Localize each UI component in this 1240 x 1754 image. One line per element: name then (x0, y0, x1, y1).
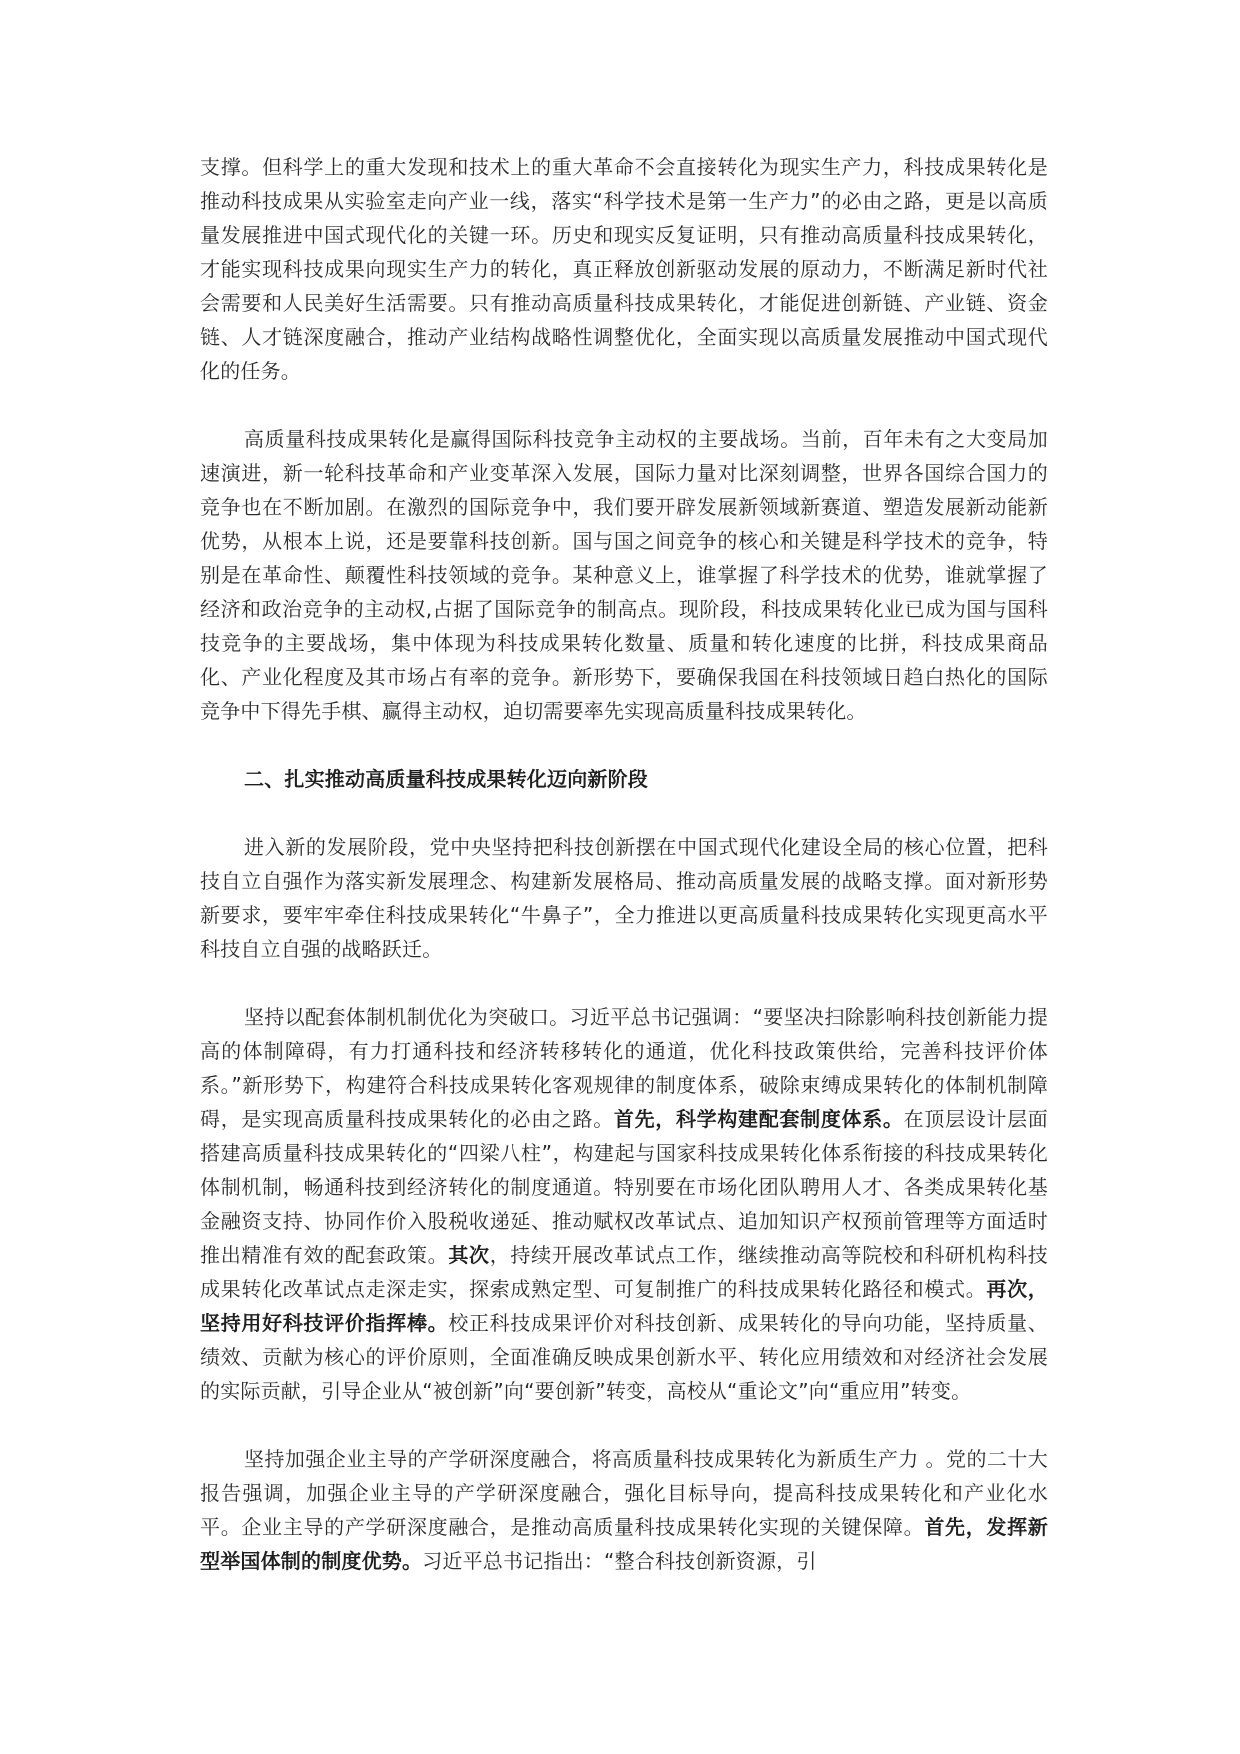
paragraph-2 (200, 422, 1048, 728)
paragraph-text: 高质量科技成果转化是赢得国际科技竞争主动权的主要战场。当前，百年未有之大变局加速演进，新一轮科技革命和产业变革深入发展，国际力量对比深刻调整，世界各国综合国力的竞争也在不断加剧。在激烈的国际竞争中，我们要开辟发展新领域新赛道、塑造发展新动能新优势，从根本上说，还是要靠科技创新。国与国之间竞争的核心和关键是科学技术的竞争，特别是在革命性、颠覆性科技领域的竞争。某种意义上，谁掌握了科学技术的优势，谁就掌握了经济和政治竞争的主动权,占据了国际竞争的制高点。现阶段，科技成果转化业已成为国与国科技竞争的主要战场，集中体现为科技成果转化数量、质量和转化速度的比拼，科技成果商品化、产业化程度及其市场占有率的竞争。新形势下，要确保我国在科技领域日趋白热化的国际竞争中下得先手棋、赢得主动权，迫切需要率先实现高质量科技成果转化。 (200, 427, 1048, 723)
section-heading: 二、扎实推动高质量科技成果转化迈向新阶段 (244, 767, 648, 791)
paragraph-text: 坚持加强企业主导的产学研深度融合，将高质量科技成果转化为新质生产力 。党的二十大报告强调，加强企业主导的产学研深度融合，强化目标导向，提高科技成果转化和产业化水平。企业主导的产学研深度融合，是推动高质量科技成果转化实现的关键保障。 (200, 1447, 1048, 1539)
paragraph-text: 支撑。但科学上的重大发现和技术上的重大革命不会直接转化为现实生产力，科技成果转化是推动科技成果从实验室走向产业一线，落实“科学技术是第一生产力”的必由之路，更是以高质量发展推进中国式现代化的关键一环。历史和现实反复证明，只有推动高质量科技成果转化，才能实现科技成果向现实生产力的转化，真正释放创新驱动发展的原动力，不断满足新时代社会需要和人民美好生活需要。只有推动高质量科技成果转化，才能促进创新链、产业链、资金链、人才链深度融合，推动产业结构战略性调整优化，全面实现以高质量发展推动中国式现代化的任务。 (200, 155, 1048, 383)
bold-emphasis: 其次 (448, 1243, 490, 1267)
paragraph-text: ，持续开展改革试点工作，继续推动高等院校和科研机构科技成果转化改革试点走深走实，探索成熟定型、可复制推广的科技成果转化路径和模式。 (200, 1243, 1048, 1301)
paragraph-3 (200, 830, 1048, 966)
paragraph-1 (200, 150, 1048, 388)
paragraph-text: 坚持以配套体制机制优化为突破口。习近平总书记强调：“要坚决扫除影响科技创新能力提高的体制障碍，有力打通科技和经济转移转化的通道，优化科技政策供给，完善科技评价体系。”新形势下，构建符合科技成果转化客观规律的制度体系，破除束缚成果转化的体制机制障碍，是实现高质量科技成果转化的必由之路。 (200, 1005, 1048, 1131)
bold-emphasis: 再次，坚持用好科技评价指挥棒。 (200, 1277, 1048, 1335)
paragraph-4 (200, 1000, 1048, 1408)
bold-emphasis: 首先，发挥新型举国体制的制度优势。 (200, 1515, 1049, 1573)
paragraph-text: 在顶层设计层面搭建高质量科技成果转化的“四梁八柱”，构建起与国家科技成果转化体系衔接的科技成果转化体制机制，畅通科技到经济转化的制度通道。特别要在市场化团队聘用人才、各类成果转化基金融资支持、协同作价入股税收递延、推动赋权改革试点、追加知识产权预前管理等方面适时推出精准有效的配套政策。 (200, 1107, 1048, 1267)
paragraph-text: 习近平总书记指出：“整合科技创新资源，引 (422, 1549, 817, 1573)
paragraph-text: 进入新的发展阶段，党中央坚持把科技创新摆在中国式现代化建设全局的核心位置，把科技自立自强作为落实新发展理念、构建新发展格局、推动高质量发展的战略支撑。面对新形势新要求，要牢牢牵住科技成果转化“牛鼻子”，全力推进以更高质量科技成果转化实现更高水平科技自立自强的战略跃迁。 (200, 835, 1048, 961)
paragraph-text: 校正科技成果评价对科技创新、成果转化的导向功能，坚持质量、绩效、贡献为核心的评价原则，全面准确反映成果创新水平、转化应用绩效和对经济社会发展的实际贡献，引导企业从“被创新”向“要创新”转变，高校从“重论文”向“重应用”转变。 (200, 1311, 1048, 1403)
paragraph-5 (200, 1442, 1048, 1578)
bold-emphasis: 首先，科学构建配套制度体系。 (613, 1107, 904, 1131)
document-page (200, 150, 1048, 1612)
